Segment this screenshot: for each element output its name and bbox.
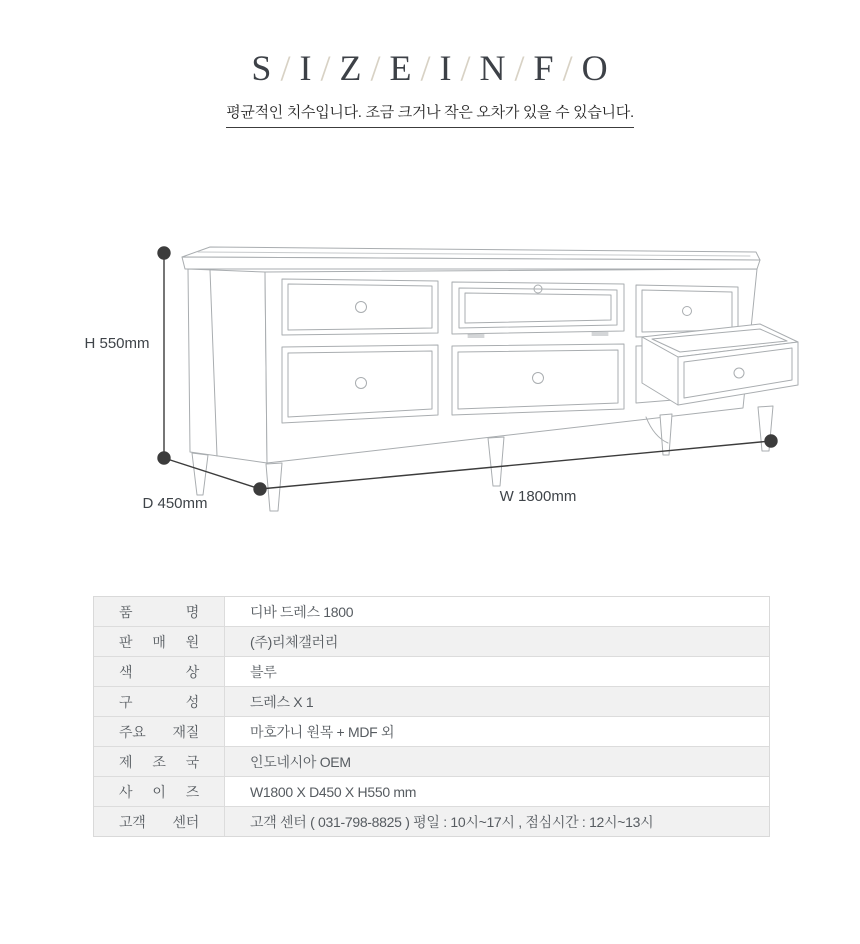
spec-value: 드레스 X 1: [225, 687, 769, 716]
title-slash: /: [514, 48, 526, 88]
title-letter: F: [533, 48, 555, 88]
spec-label-cell: [94, 807, 225, 836]
title-letter: O: [581, 48, 609, 88]
title-slash: /: [320, 48, 332, 88]
spec-label-cell: [94, 627, 225, 656]
furniture-size-diagram: [60, 225, 800, 525]
product-spec-table: [93, 596, 770, 837]
spec-label-cell: [94, 657, 225, 686]
title-slash: /: [420, 48, 432, 88]
spec-value: W1800 X D450 X H550 mm: [225, 777, 769, 806]
title-slash: /: [562, 48, 574, 88]
dimension-dot: [765, 435, 777, 447]
size-disclaimer: 평균적인 치수입니다. 조금 크거나 작은 오차가 있을 수 있습니다.: [226, 101, 634, 128]
title-slash: /: [280, 48, 292, 88]
spec-label: 고객 센터: [119, 813, 199, 830]
spec-value: 마호가니 원목 + MDF 외: [225, 717, 769, 746]
spec-row-customer-center: [94, 807, 769, 836]
spec-row-size: [94, 777, 769, 807]
title-slash: /: [460, 48, 472, 88]
spec-label: 제 조 국: [119, 753, 199, 770]
spec-label: 품 명: [119, 603, 199, 620]
spec-row-composition: [94, 687, 769, 717]
spec-label: 구 성: [119, 693, 199, 710]
dimension-dot: [158, 247, 170, 259]
spec-row-seller: [94, 627, 769, 657]
spec-value: 블루: [225, 657, 769, 686]
subtitle-wrap: [0, 101, 860, 128]
spec-label-cell: [94, 597, 225, 626]
depth-dimension-label: D 450mm: [142, 495, 208, 512]
spec-row-material: [94, 717, 769, 747]
page-title: [0, 50, 860, 86]
title-letter: Z: [339, 48, 363, 88]
height-dimension-label: H 550mm: [84, 335, 150, 352]
spec-value: 인도네시아 OEM: [225, 747, 769, 776]
spec-value: (주)리체갤러리: [225, 627, 769, 656]
spec-label-cell: [94, 717, 225, 746]
spec-label-cell: [94, 687, 225, 716]
spec-value: 디바 드레스 1800: [225, 597, 769, 626]
spec-label: 판 매 원: [119, 633, 199, 650]
spec-label: 색 상: [119, 663, 199, 680]
title-letter: I: [439, 48, 453, 88]
title-letter: I: [299, 48, 313, 88]
tv-stand-drawing: [182, 247, 798, 511]
title-letter: S: [251, 48, 273, 88]
spec-label-cell: [94, 777, 225, 806]
spec-label-cell: [94, 747, 225, 776]
title-letter: N: [479, 48, 507, 88]
width-dimension-label: W 1800mm: [499, 488, 577, 505]
pulled-out-drawer: [642, 324, 798, 405]
spec-value: 고객 센터 ( 031-798-8825 ) 평일 : 10시~17시 , 점심시간 : 12시~13시: [225, 807, 769, 836]
title-slash: /: [370, 48, 382, 88]
title-letter: E: [389, 48, 413, 88]
spec-label: 주요 재질: [119, 723, 199, 740]
spec-row-product-name: [94, 597, 769, 627]
spec-row-color: [94, 657, 769, 687]
spec-label: 사 이 즈: [119, 783, 199, 800]
spec-row-country: [94, 747, 769, 777]
